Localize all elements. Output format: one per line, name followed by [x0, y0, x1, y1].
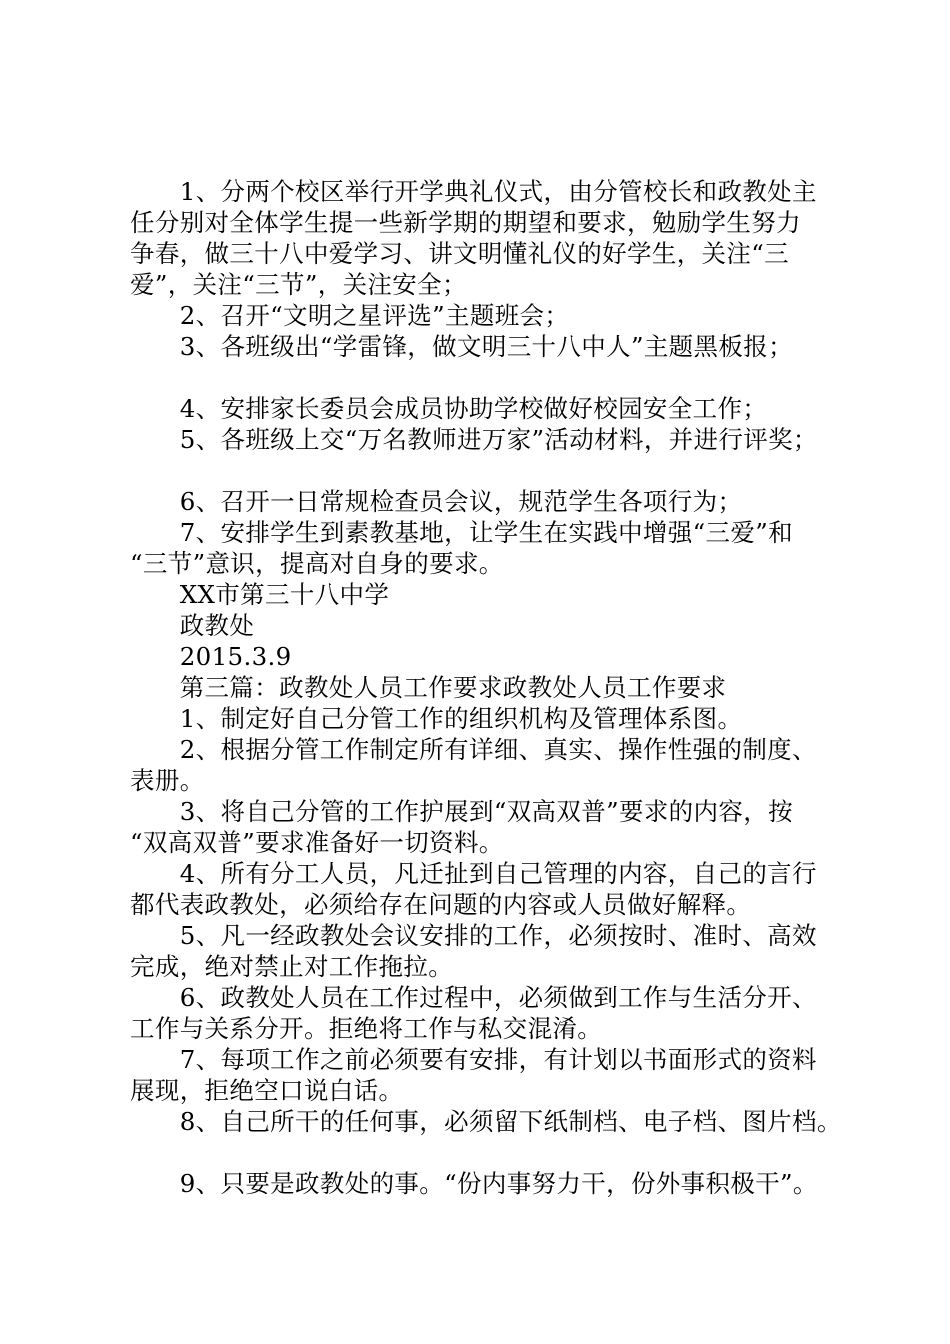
text-line: 2、根据分管工作制定所有详细、真实、操作性强的制度、	[130, 735, 817, 764]
text-line	[130, 455, 850, 487]
text-line: 任分别对全体学生提一些新学期的期望和要求，勉励学生努力	[130, 208, 801, 237]
section-heading: 第三篇：政教处人员工作要求政教处人员工作要求	[130, 673, 727, 702]
text-line: 5、凡一经政教处会议安排的工作，必须按时、准时、高效	[130, 921, 817, 950]
text-line: 6、政教处人员在工作过程中，必须做到工作与生活分开、	[130, 983, 817, 1012]
text-line: “双高双普”要求准备好一切资料。	[130, 828, 504, 857]
text-line: 3、各班级出“学雷锋，做文明三十八中人”主题黑板报；	[130, 332, 793, 361]
text-line	[130, 1137, 850, 1169]
text-line: 1、分两个校区举行开学典礼仪式，由分管校长和政教处主	[130, 177, 817, 206]
text-line: 表册。	[130, 766, 205, 795]
text-line: 爱”，关注“三节”，关注安全；	[130, 270, 467, 299]
signature-organization: XX市第三十八中学	[130, 580, 390, 609]
text-line: 6、召开一日常规检查员会议，规范学生各项行为；	[130, 487, 743, 516]
text-line: 4、所有分工人员，凡迁扯到自己管理的内容，自己的言行	[130, 859, 817, 888]
text-line: 7、每项工作之前必须要有安排，有计划以书面形式的资料	[130, 1045, 817, 1074]
text-line: 9、只要是政教处的事。“份内事努力干，份外事积极干”。	[130, 1169, 818, 1198]
text-line: 争春，做三十八中爱学习、讲文明懂礼仪的好学生，关注“三	[130, 239, 789, 268]
text-line: 2、召开“文明之星评选”主题班会；	[130, 301, 570, 330]
text-line: “三节”意识，提高对自身的要求。	[130, 549, 504, 578]
text-line: 3、将自己分管的工作护展到“双高双普”要求的内容，按	[130, 797, 793, 826]
text-line: 都代表政教处，必须给存在问题的内容或人员做好解释。	[130, 890, 752, 919]
text-line: 展现，拒绝空口说白话。	[130, 1076, 404, 1105]
text-line: 工作与关系分开。拒绝将工作与私交混淆。	[130, 1014, 603, 1043]
signature-date: 2015.3.9	[130, 642, 292, 671]
text-line: 8、自己所干的任何事，必须留下纸制档、电子档、图片档。	[130, 1107, 842, 1136]
text-line: 5、各班级上交“万名教师进万家”活动材料，并进行评奖；	[130, 425, 818, 454]
text-line: 完成，绝对禁止对工作拖拉。	[130, 952, 454, 981]
signature-department: 政教处	[130, 611, 255, 640]
text-line	[130, 362, 850, 394]
text-line: 7、安排学生到素教基地，让学生在实践中增强“三爱”和	[130, 518, 793, 547]
text-line: 1、制定好自己分管工作的组织机构及管理体系图。	[130, 704, 743, 733]
text-line: 4、安排家长委员会成员协助学校做好校园安全工作；	[130, 394, 768, 423]
